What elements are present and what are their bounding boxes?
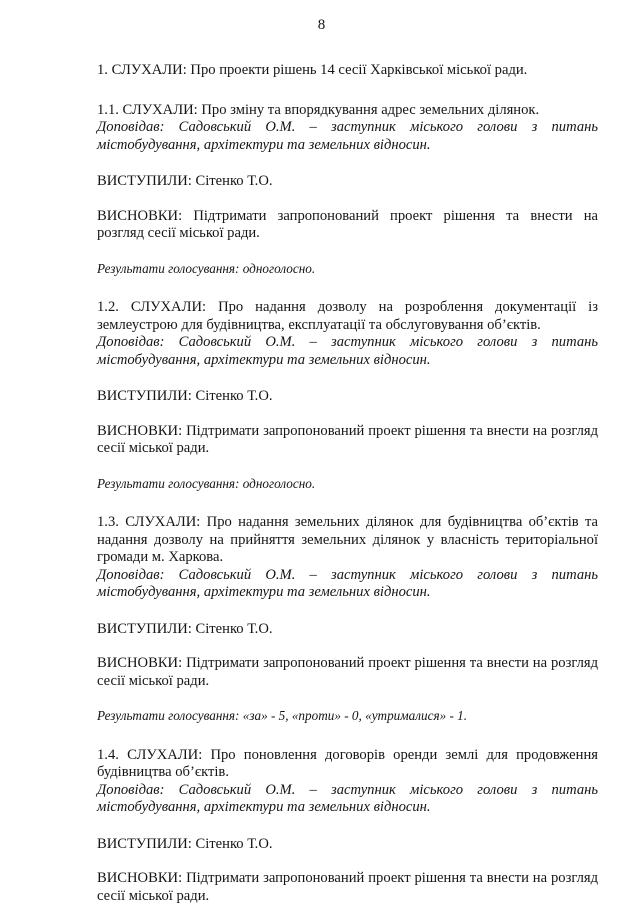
conclusion-text: Підтримати запропонований проект рішення та внести на [193, 207, 598, 224]
speakers-label: ВИСТУПИЛИ: [97, 835, 192, 852]
conclusion-line [97, 870, 598, 888]
item-text: Про надання земельних ділянок для будівництва об’єктів та [206, 514, 598, 530]
speakers-label: ВИСТУПИЛИ: [97, 173, 192, 189]
conclusion-line [97, 423, 598, 441]
conclusion-label: ВИСНОВКИ: [97, 655, 183, 671]
main-heading-label: 1. СЛУХАЛИ: [97, 62, 187, 78]
reporter-line: містобудування, архітектури та земельних відносин. [97, 351, 431, 368]
conclusion-line: сесії міської ради. [97, 440, 210, 456]
vote-result: Результати голосування: одноголосно. [97, 260, 316, 276]
conclusion-line: розгляд сесії міської ради. [97, 225, 260, 241]
item-heading [97, 514, 598, 532]
reporter-line: Доповідав: Садовський О.М. – заступник міського голови з питань [97, 566, 598, 583]
item-number: 1.3. [97, 514, 119, 530]
reporter-line: містобудування, архітектури та земельних відносин. [97, 799, 431, 815]
conclusion-label: ВИСНОВКИ: [97, 870, 183, 886]
item-1-1 [97, 102, 598, 278]
speakers-line [97, 621, 598, 639]
item-text: Про зміну та впорядкування адрес земельних ділянок. [201, 101, 540, 118]
item-number: 1.1. [97, 101, 119, 118]
speakers-line [97, 173, 598, 191]
item-label: СЛУХАЛИ: [122, 101, 198, 118]
item-heading [97, 102, 598, 120]
item-text-line: землеустрою для будівництва, експлуатації та обслуговування об’єктів. [97, 316, 541, 333]
item-1-4 [97, 747, 598, 906]
item-label: СЛУХАЛИ: [125, 514, 201, 530]
item-number: 1.2. [97, 299, 119, 315]
conclusion-line: сесії міської ради. [97, 672, 210, 689]
conclusion-text: Підтримати запропонований проект рішення та внести на розгляд [186, 870, 598, 886]
conclusion-label: ВИСНОВКИ: [97, 207, 183, 224]
item-text-line: громади м. Харкова. [97, 549, 224, 565]
item-heading [97, 747, 598, 765]
item-number: 1.4. [97, 746, 119, 763]
vote-result: Результати голосування: «за» - 5, «проти» - 0, «утрималися» - 1. [97, 708, 468, 723]
conclusion-line [97, 208, 598, 226]
speakers-name: Сітенко Т.О. [195, 173, 273, 189]
conclusion-line: сесії міської ради. [97, 887, 210, 904]
main-heading-text: Про проекти рішень 14 сесії Харківської міської ради. [190, 62, 528, 78]
reporter-line: Доповідав: Садовський О.М. – заступник міського голови з питань [97, 781, 598, 798]
speakers-name: Сітенко Т.О. [195, 388, 273, 404]
conclusion-text: Підтримати запропонований проект рішення та внести на розгляд [186, 422, 598, 439]
reporter-line: містобудування, архітектури та земельних відносин. [97, 136, 431, 153]
main-heading [97, 62, 598, 80]
conclusion-label: ВИСНОВКИ: [97, 422, 183, 439]
vote-result: Результати голосування: одноголосно. [97, 475, 316, 491]
page-number: 8 [317, 17, 326, 33]
speakers-name: Сітенко Т.О. [195, 835, 273, 852]
item-1-2 [97, 299, 598, 492]
item-text: Про надання дозволу на розроблення документації із [218, 299, 599, 315]
item-1-3 [97, 514, 598, 725]
speakers-name: Сітенко Т.О. [195, 620, 273, 637]
item-text-line: надання дозволу на прийняття земельних ділянок у власність територіальної [97, 531, 598, 548]
speakers-label: ВИСТУПИЛИ: [97, 388, 192, 404]
reporter-line: Доповідав: Садовський О.М. – заступник міського голови з питань [97, 119, 598, 135]
item-text-line: будівництва об’єктів. [97, 764, 229, 780]
speakers-line [97, 836, 598, 854]
item-label: СЛУХАЛИ: [130, 299, 207, 315]
speakers-line [97, 388, 598, 406]
conclusion-line [97, 655, 598, 673]
conclusion-text: Підтримати запропонований проект рішення та внести на розгляд [186, 655, 598, 671]
reporter-line: Доповідав: Садовський О.М. – заступник міського голови з питань [97, 334, 598, 350]
speakers-label: ВИСТУПИЛИ: [97, 620, 192, 637]
item-text: Про поновлення договорів оренди землі для продовження [210, 746, 598, 763]
item-label: СЛУХАЛИ: [127, 746, 203, 763]
document-body [97, 60, 598, 905]
reporter-line: містобудування, архітектури та земельних відносин. [97, 584, 431, 600]
item-heading [97, 299, 598, 317]
